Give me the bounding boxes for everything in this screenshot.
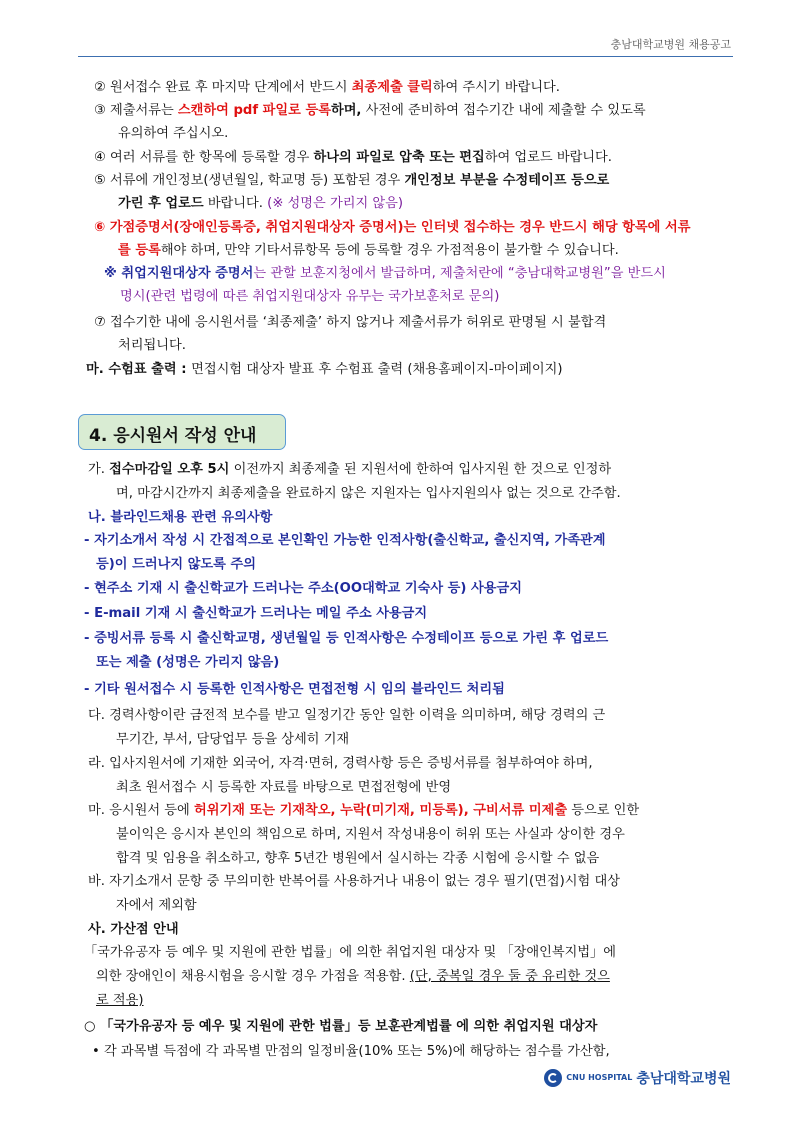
text-line-l23 [84,680,505,700]
text-line-l22 [96,653,279,673]
text-segment: ⑤ 서류에 개인정보(생년월일, 학교명 등) 포함된 경우 [94,173,405,188]
text-segment: • 각 과목별 득점에 각 과목별 만점의 일정비율(10% 또는 5%)에 해당하는 점수를 가산함, [92,1044,610,1059]
text-line-l28 [88,801,639,821]
text-segment: 「국가유공자 등 예우 및 지원에 관한 법률」에 의한 취업지원 대상자 및 「장애인복지법」에 [84,945,616,960]
text-line-l16 [88,508,272,528]
text-segment: ※ 취업지원대상자 증명서 [104,266,254,281]
text-segment: 최종제출 클릭 [351,80,433,95]
text-segment: - E-mail 기재 시 출신학교가 드러나는 메일 주소 사용금지 [84,606,428,621]
text-segment: ○ 「국가유공자 등 예우 및 지원에 관한 법률」등 보훈관계법률 에 의한 취업지원 대상자 [84,1019,598,1034]
header-title: 충남대학교병원 채용공고 [610,38,731,51]
text-line-l34 [84,943,616,963]
text-line-l11 [94,313,606,333]
text-segment: ⑦ 접수기한 내에 응시원서를 ‘최종제출’ 하지 않거나 제출서류가 허위로 판명될 시 불합격 [94,315,607,330]
text-segment: 최초 원서접수 시 등록한 자료를 바탕으로 면접전형에 반영 [116,780,452,795]
text-segment: 며, 마감시간까지 최종제출을 완료하지 않은 지원자는 입사지원의사 없는 것으로 간주함. [116,486,621,501]
text-line-l21 [84,629,608,649]
text-line-l17 [84,531,605,551]
logo-name: 충남대학교병원 [636,1071,731,1087]
text-segment: 다. 경력사항이란 금전적 보수를 받고 일정기간 동안 일한 이력을 의미하며, 해당 경력의 근 [88,708,606,723]
text-segment: 불이익은 응시자 본인의 책임으로 하며, 지원서 작성내용이 허위 또는 사실과 상이한 경우 [116,827,625,842]
text-segment: 면접시험 대상자 발표 후 수험표 출력 (채용홈페이지-마이페이지) [191,362,563,377]
text-segment: - 자기소개서 작성 시 간접적으로 본인확인 가능한 인적사항(출신학교, 출신지역, 가족관계 [84,533,606,548]
text-segment: (단, 중복일 경우 둘 중 유리한 것으 [409,969,610,984]
hospital-logo-icon [544,1069,562,1087]
text-line-l25 [116,730,349,750]
text-segment: ④ 여러 서류를 한 항목에 등록할 경우 [94,150,314,165]
text-line-l01 [94,78,560,98]
text-segment: 명시(관련 법령에 따른 취업지원대상자 유무는 국가보훈처로 문의) [120,289,500,304]
text-segment: - 기타 원서접수 시 등록한 인적사항은 면접전형 시 임의 블라인드 처리됨 [84,682,505,697]
text-segment: 허위기재 또는 기재착오, 누락(미기재, 미등록), 구비서류 미제출 [193,803,568,818]
text-segment: 마. 수험표 출력 : [86,362,192,377]
text-segment: 마. 응시원서 등에 [88,803,194,818]
text-segment: 해야 하며, 만약 기타서류항목 등에 등록할 경우 가점적용이 불가할 수 있습니다. [160,243,619,258]
text-line-l03 [118,124,228,144]
text-line-l37 [84,1017,597,1037]
text-line-l10 [120,287,499,307]
section-title: 4. 응시원서 작성 안내 [89,426,257,446]
text-line-l07 [94,218,690,238]
text-line-l15 [116,484,621,504]
text-line-l20 [84,604,427,624]
text-segment: - 현주소 기재 시 출신학교가 드러나는 주소(OO대학교 기숙사 등) 사용금지 [84,581,522,596]
text-line-l33 [88,920,179,940]
text-line-l12 [118,336,186,356]
text-segment: 가. [88,462,110,477]
text-line-l05 [94,171,609,191]
text-line-l32 [116,896,197,916]
logo-small-text: CNU HOSPITAL [566,1073,633,1082]
text-line-l14 [88,460,611,480]
text-line-l36 [96,991,144,1011]
text-segment: 하나의 파일로 압축 또는 편집 [313,150,485,165]
text-line-l30 [116,849,599,869]
text-line-l19 [84,579,522,599]
section-heading-box [78,414,286,450]
text-segment: 무기간, 부서, 담당업무 등을 상세히 기재 [116,732,350,747]
text-line-l29 [116,825,625,845]
text-line-l02 [94,101,646,121]
page-header [78,28,733,57]
text-segment: ⑥ 가점증명서(장애인등록증, 취업지원대상자 증명서)는 인터넷 접수하는 경우 반드시 해당 항목에 서류 [94,220,691,235]
text-segment: 접수마감일 오후 5시 [109,462,230,477]
text-line-l31 [88,872,620,892]
text-segment: ③ 제출서류는 [94,103,178,118]
text-line-l04 [94,148,612,168]
text-segment: 개인정보 부분을 수정테이프 등으로 [404,173,610,188]
text-segment: 하여 주시기 바랍니다. [432,80,560,95]
text-segment: 바. 자기소개서 문항 중 무의미한 반복어를 사용하거나 내용이 없는 경우 필기(면접)시험 대상 [88,874,620,889]
text-segment: 스캔하여 pdf 파일로 등록 [177,103,331,118]
text-segment: 를 등록 [118,243,161,258]
text-segment: 유의하여 주십시오. [118,126,229,141]
text-segment: 하여 업로드 바랍니다. [484,150,612,165]
text-line-l06 [118,194,403,214]
text-line-l24 [88,706,605,726]
text-line-l26 [88,754,593,774]
text-segment: 로 적용) [96,993,144,1008]
text-segment: 의한 장애인이 채용시험을 응시할 경우 가점을 적용함. [96,969,410,984]
hospital-logo [544,1066,731,1090]
text-segment: 라. 입사지원서에 기재한 외국어, 자격·면허, 경력사항 등은 증빙서류를 첨부하여야 하며, [88,756,593,771]
text-segment: 처리됩니다. [118,338,186,353]
text-segment: 등으로 인한 [567,803,640,818]
text-segment: 나. 블라인드채용 관련 유의사항 [88,510,273,525]
text-segment: 하며, [330,103,362,118]
text-line-l27 [116,778,451,798]
text-segment: 또는 제출 (성명은 가리지 않음) [96,655,280,670]
text-segment: 자에서 제외함 [116,898,197,913]
text-segment: 합격 및 임용을 취소하고, 향후 5년간 병원에서 실시하는 각종 시험에 응시할 수 없음 [116,851,600,866]
text-segment: ② 원서접수 완료 후 마지막 단계에서 반드시 [94,80,352,95]
text-segment: 사. 가산점 안내 [88,922,179,937]
text-line-l38 [92,1042,610,1062]
text-line-l08 [118,241,619,261]
text-line-l09 [104,264,666,284]
text-segment: 가린 후 업로드 [118,196,204,211]
text-segment: 사전에 준비하여 접수기간 내에 제출할 수 있도록 [361,103,646,118]
text-line-l35 [96,967,610,987]
text-segment: (※ 성명은 가리지 않음) [267,196,403,211]
text-segment: 이전까지 최종제출 된 지원서에 한하여 입사지원 한 것으로 인정하 [229,462,612,477]
text-segment: 는 관할 보훈지청에서 발급하며, 제출처란에 “충남대학교병원”을 반드시 [253,266,666,281]
text-segment: 등)이 드러나지 않도록 주의 [96,557,256,572]
text-segment: 바랍니다. [203,196,268,211]
text-line-l13 [86,360,563,380]
text-segment: - 증빙서류 등록 시 출신학교명, 생년월일 등 인적사항은 수정테이프 등으로 가린 후 업로드 [84,631,609,646]
text-line-l18 [96,555,256,575]
